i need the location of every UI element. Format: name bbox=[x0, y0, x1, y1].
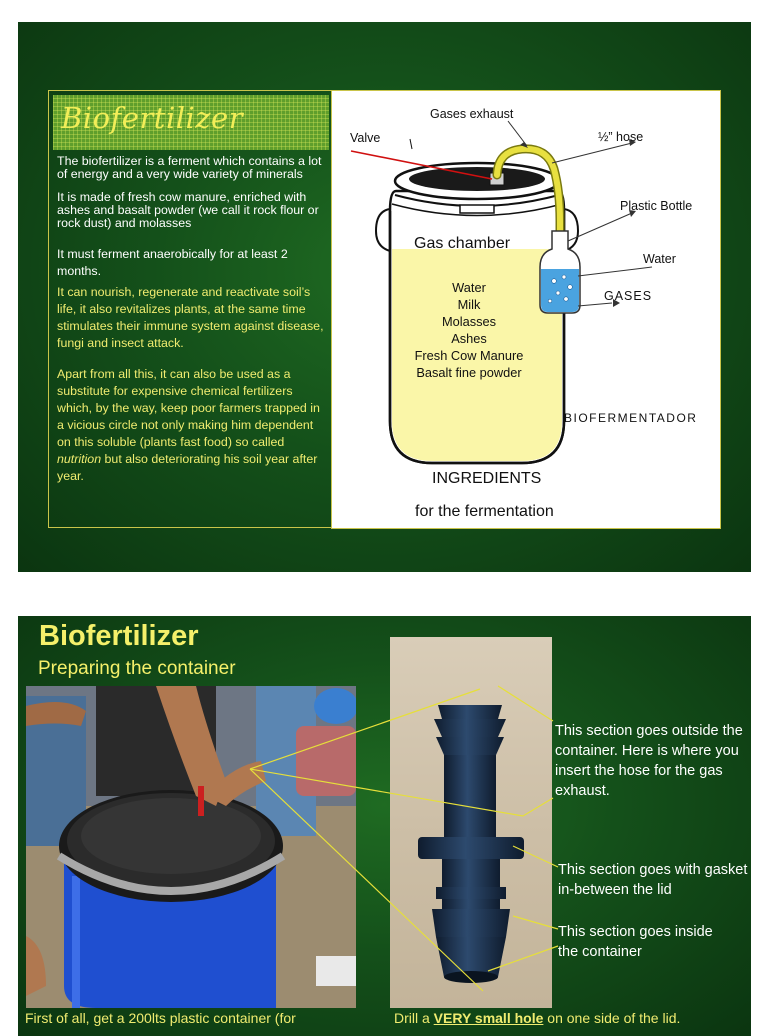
paragraph-4: It can nourish, regenerate and reactivate soil’s life, it also revitalizes plants, at the same time stimulates their immune system against disease, fungi and insect attack. bbox=[57, 285, 324, 350]
barrel-image bbox=[26, 686, 356, 1008]
ingredient-item: Milk bbox=[457, 297, 481, 312]
label-water: Water bbox=[643, 252, 676, 266]
slide-biofertilizer-overview bbox=[18, 22, 751, 572]
title-box bbox=[53, 95, 329, 150]
slide-title: Biofertilizer bbox=[39, 620, 199, 652]
instruction-left: First of all, get a 200lts plastic container (for bbox=[25, 1010, 296, 1026]
slide-preparing-container bbox=[18, 616, 751, 1036]
biofermentador-diagram bbox=[331, 90, 721, 529]
label-gases-exhaust: Gases exhaust bbox=[430, 107, 514, 121]
label-valve: Valve bbox=[350, 131, 381, 145]
fitting-image bbox=[390, 637, 552, 1008]
label-biofermentador: BIOFERMENTADOR bbox=[564, 411, 698, 425]
ingredient-item: Fresh Cow Manure bbox=[414, 348, 524, 363]
label-gases: GASES bbox=[604, 289, 653, 303]
ingredient-item: Water bbox=[452, 280, 486, 295]
ingredients-list bbox=[394, 279, 544, 381]
label-gas-chamber: Gas chamber bbox=[414, 235, 511, 252]
slide-title: Biofertilizer bbox=[61, 101, 244, 135]
ingredient-item: Ashes bbox=[451, 331, 487, 346]
label-hose: ½” hose bbox=[598, 130, 644, 144]
label-plastic-bottle: Plastic Bottle bbox=[620, 199, 693, 213]
ingredient-item: Molasses bbox=[441, 314, 497, 329]
paragraph-2: It is made of fresh cow manure, enriched with ashes and basalt powder (we call it rock flour or rock dust) and molasses bbox=[57, 190, 319, 230]
body-text bbox=[57, 155, 329, 495]
text-panel bbox=[48, 90, 331, 528]
caption-fermentation: for the fermentation bbox=[415, 503, 554, 520]
paragraph-1: The biofertilizer is a ferment which contains a lot of energy and a very wide variety of minerals bbox=[57, 154, 322, 181]
instruction-right: Drill a VERY small hole on one side of the lid. bbox=[394, 1010, 681, 1026]
note-outside-section: This section goes outside the container. Here is where you insert the hose for the gas exhaust. bbox=[555, 723, 743, 799]
fitting-photo bbox=[390, 637, 552, 1008]
ingredient-item: Basalt fine powder bbox=[416, 365, 522, 380]
container-photo bbox=[26, 686, 356, 1008]
paragraph-5: Apart from all this, it can also be used as a substitute for expensive chemical fertilizers which, by the way, keep poor farmers trapped in a vicious circle not only making him dependent on this soluble (plants fast food) so called nutrition but also deteriorating his soil year after year. bbox=[57, 367, 320, 483]
note-inside-section: This section goes inside the container bbox=[558, 924, 713, 960]
paragraph-3: It must ferment anaerobically for at least 2 months. bbox=[57, 247, 288, 278]
note-gasket-section: This section goes with gasket in-between the lid bbox=[558, 862, 748, 898]
caption-ingredients: INGREDIENTS bbox=[432, 470, 542, 487]
slide-subtitle: Preparing the container bbox=[38, 658, 236, 679]
